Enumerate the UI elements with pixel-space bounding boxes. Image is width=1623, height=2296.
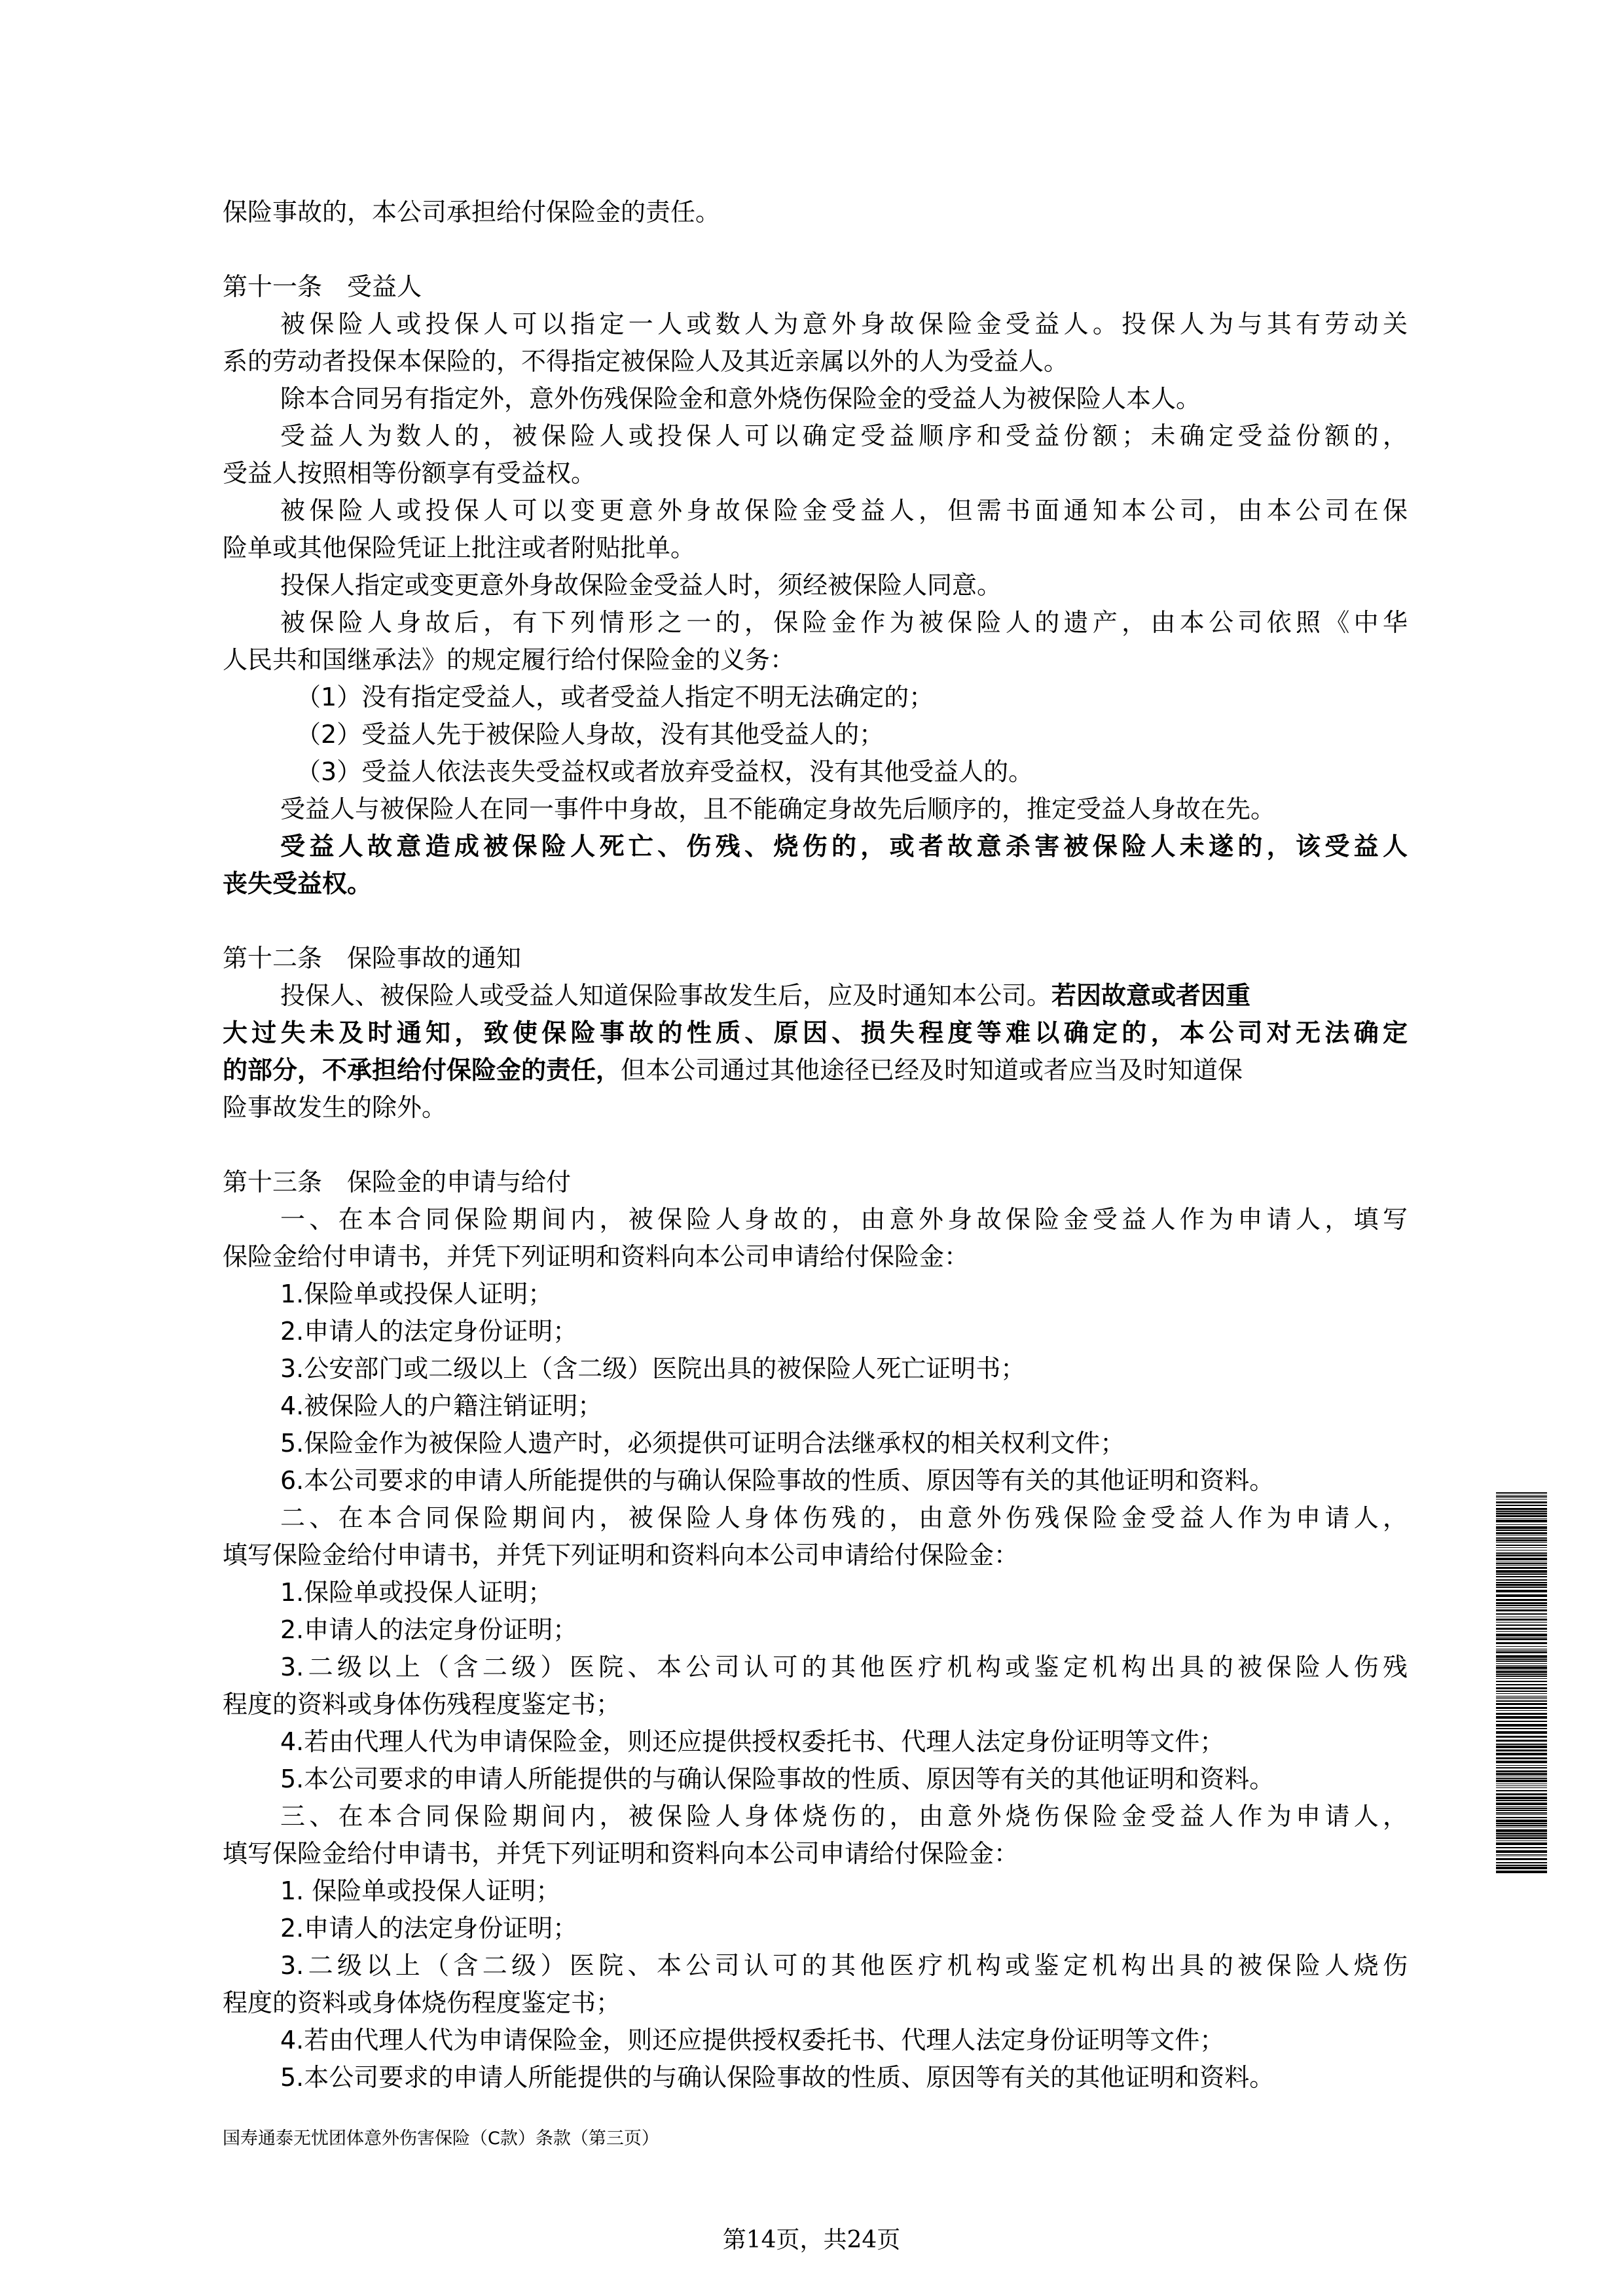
paragraph-line: 被保险人身故后，有下列情形之一的，保险金作为被保险人的遗产，由本公司依照《中华 — [280, 608, 1408, 637]
list-item: 5.本公司要求的申请人所能提供的与确认保险事故的性质、原因等有关的其他证明和资料。 — [280, 2063, 1275, 2092]
list-item: 3.公安部门或二级以上（含二级）医院出具的被保险人死亡证明书； — [280, 1354, 1026, 1383]
page-number: 第14页，共24页 — [722, 2227, 901, 2253]
normal-text: 但本公司通过其他途径已经及时知道或者应当及时知道保 — [621, 1056, 1243, 1085]
list-item: 程度的资料或身体伤残程度鉴定书； — [223, 1690, 621, 1719]
paragraph-line: 被保险人或投保人可以指定一人或数人为意外身故保险金受益人。投保人为与其有劳动关 — [280, 310, 1408, 338]
list-item: 1. 保险单或投保人证明； — [280, 1876, 561, 1905]
text-line: 保险事故的，本公司承担给付保险金的责任。 — [223, 198, 721, 226]
list-item: 1.保险单或投保人证明； — [280, 1578, 553, 1607]
list-item: 6.本公司要求的申请人所能提供的与确认保险事故的性质、原因等有关的其他证明和资料。 — [280, 1466, 1275, 1495]
list-item: 5.本公司要求的申请人所能提供的与确认保险事故的性质、原因等有关的其他证明和资料。 — [280, 1765, 1275, 1793]
paragraph-line: 一、在本合同保险期间内，被保险人身故的，由意外身故保险金受益人作为申请人，填写 — [280, 1205, 1408, 1234]
list-item: （3）受益人依法丧失受益权或者放弃受益权，没有其他受益人的。 — [296, 757, 1034, 786]
list-item: 4.若由代理人代为申请保险金，则还应提供授权委托书、代理人法定身份证明等文件； — [280, 2026, 1225, 2054]
clause-body — [223, 194, 1408, 2096]
paragraph-line: 投保人指定或变更意外身故保险金受益人时，须经被保险人同意。 — [280, 571, 1002, 600]
paragraph-line: 受益人与被保险人在同一事件中身故，且不能确定身故先后顺序的，推定受益人身故在先。 — [280, 795, 1276, 823]
list-item: 4.若由代理人代为申请保险金，则还应提供授权委托书、代理人法定身份证明等文件； — [280, 1727, 1225, 1756]
bold-paragraph-line: 丧失受益权。 — [223, 869, 373, 898]
paragraph-line: 填写保险金给付申请书，并凭下列证明和资料向本公司申请给付保险金： — [223, 1541, 1019, 1570]
paragraph-line: 三、在本合同保险期间内，被保险人身体烧伤的，由意外烧伤保险金受益人作为申请人， — [280, 1802, 1408, 1831]
bold-text: 的部分，不承担给付保险金的责任， — [223, 1056, 621, 1085]
list-item: 2.申请人的法定身份证明； — [280, 1914, 578, 1943]
paragraph-line: 受益人为数人的，被保险人或投保人可以确定受益顺序和受益份额；未确定受益份额的， — [280, 422, 1408, 450]
list-item: 1.保险单或投保人证明； — [280, 1280, 553, 1308]
list-item: 3.二级以上（含二级）医院、本公司认可的其他医疗机构或鉴定机构出具的被保险人烧伤 — [280, 1951, 1408, 1980]
list-item: （1）没有指定受益人，或者受益人指定不明无法确定的； — [296, 683, 934, 711]
list-item: 4.被保险人的户籍注销证明； — [280, 1391, 603, 1420]
section-heading-11: 第十一条 受益人 — [223, 272, 422, 301]
paragraph-line — [223, 977, 1408, 1014]
paragraph-line: 系的劳动者投保本保险的，不得指定被保险人及其近亲属以外的人为受益人。 — [223, 347, 1069, 376]
list-item: 2.申请人的法定身份证明； — [280, 1317, 578, 1346]
paragraph-line: 填写保险金给付申请书，并凭下列证明和资料向本公司申请给付保险金： — [223, 1839, 1019, 1868]
normal-text: 投保人、被保险人或受益人知道保险事故发生后，应及时通知本公司。 — [280, 981, 1052, 1010]
paragraph-line — [223, 1052, 1408, 1089]
paragraph-line: 险事故发生的除外。 — [223, 1093, 447, 1122]
bold-text: 若因故意或者因重 — [1051, 981, 1251, 1010]
paragraph-line: 二、在本合同保险期间内，被保险人身体伤残的，由意外伤残保险金受益人作为申请人， — [280, 1503, 1408, 1532]
list-item: 5.保险金作为被保险人遗产时，必须提供可证明合法继承权的相关权利文件； — [280, 1429, 1125, 1458]
paragraph-line: 被保险人或投保人可以变更意外身故保险金受益人，但需书面通知本公司，由本公司在保 — [280, 496, 1408, 525]
paragraph-line: 受益人按照相等份额享有受益权。 — [223, 459, 596, 488]
list-item: 2.申请人的法定身份证明； — [280, 1615, 578, 1644]
paragraph-line: 保险金给付申请书，并凭下列证明和资料向本公司申请给付保险金： — [223, 1242, 970, 1271]
paragraph-line: 除本合同另有指定外，意外伤残保险金和意外烧伤保险金的受益人为被保险人本人。 — [280, 384, 1201, 413]
barcode-image — [1496, 1492, 1547, 1875]
list-item: 程度的资料或身体烧伤程度鉴定书； — [223, 1988, 621, 2017]
paragraph-line: 险单或其他保险凭证上批注或者附贴批单。 — [223, 533, 696, 562]
paragraph-line: 人民共和国继承法》的规定履行给付保险金的义务： — [223, 645, 795, 674]
list-item: 3.二级以上（含二级）医院、本公司认可的其他医疗机构或鉴定机构出具的被保险人伤残 — [280, 1653, 1408, 1681]
section-heading-12: 第十二条 保险事故的通知 — [223, 944, 522, 973]
bold-paragraph-line: 大过失未及时通知，致使保险事故的性质、原因、损失程度等难以确定的，本公司对无法确定 — [223, 1018, 1408, 1047]
section-heading-13: 第十三条 保险金的申请与给付 — [223, 1168, 572, 1196]
list-item: （2）受益人先于被保险人身故，没有其他受益人的； — [296, 720, 884, 749]
document-footer-note: 国寿通泰无忧团体意外伤害保险（C款）条款（第三页） — [223, 2128, 659, 2149]
bold-paragraph-line: 受益人故意造成被保险人死亡、伤残、烧伤的，或者故意杀害被保险人未遂的，该受益人 — [280, 832, 1408, 861]
